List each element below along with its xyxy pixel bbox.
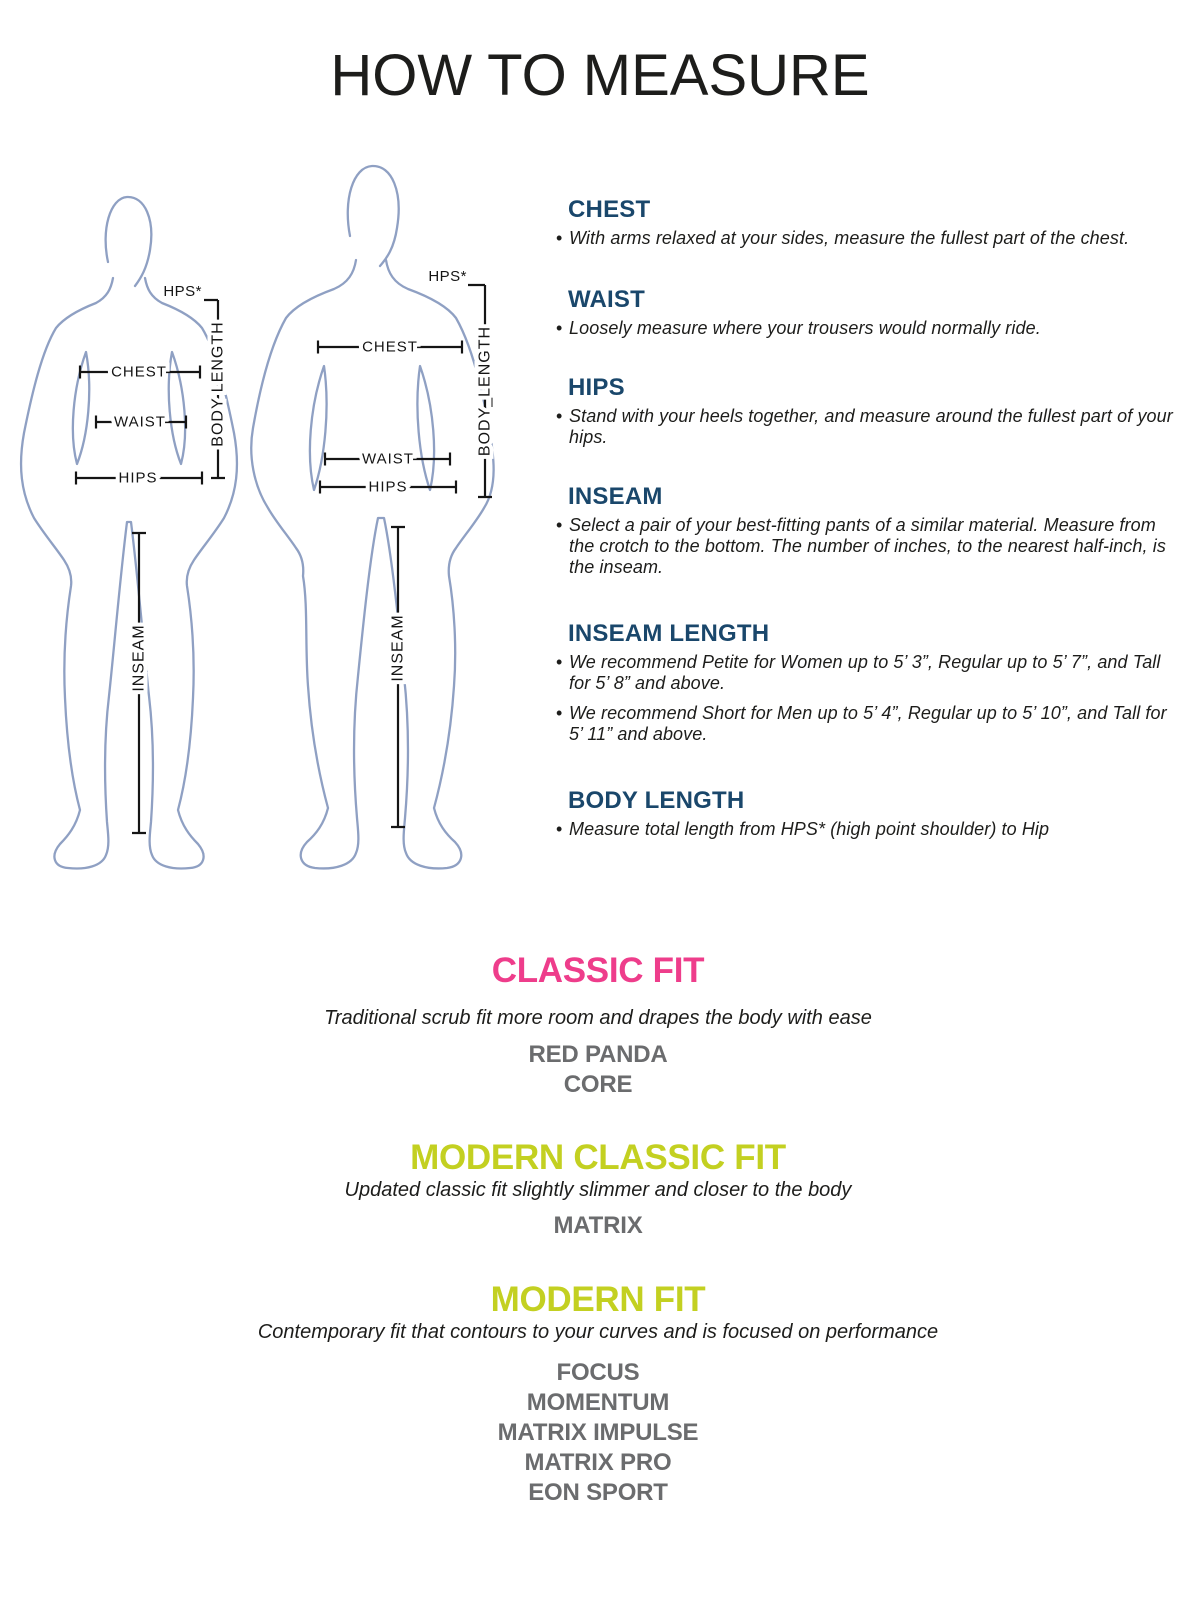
section-body-length-heading: BODY LENGTH	[568, 787, 745, 814]
female-hips-label: HIPS	[118, 469, 158, 487]
section-inseam-length	[556, 620, 1178, 745]
classic-fit-description: Traditional scrub fit more room and drapes the body with ease	[324, 1007, 872, 1029]
modern-fit-products	[0, 1358, 1196, 1508]
classic-fit-title: CLASSIC FIT	[491, 951, 705, 990]
section-hips-bullet	[556, 406, 1178, 448]
male-body-length-label: BODY_LENGTH	[476, 325, 494, 457]
female-chest-label: CHEST	[111, 363, 167, 381]
product-line: MATRIX IMPULSE	[497, 1419, 699, 1446]
female-head-outline	[106, 197, 152, 286]
bullet-icon: •	[556, 228, 563, 248]
section-body-length	[556, 787, 1178, 840]
female-waist-label: WAIST	[114, 413, 166, 431]
section-inseam-bullet-text: Select a pair of your best-fitting pants of a similar material. Measure from the crotch to the bottom. The number of inches, to the nearest half-inch, is the inseam.	[569, 515, 1166, 577]
modern-classic-fit-products	[0, 1211, 1196, 1241]
section-chest	[556, 196, 1178, 249]
section-inseam-length-bullet-women-text: We recommend Petite for Women up to 5’ 3”, Regular up to 5’ 7”, and Tall for 5’ 8” and above.	[569, 652, 1161, 693]
modern-fit-description: Contemporary fit that contours to your curves and is focused on performance	[257, 1321, 939, 1343]
male-right-arm-gap	[417, 366, 434, 490]
bullet-icon: •	[556, 652, 563, 672]
product-line: MOMENTUM	[526, 1389, 670, 1416]
section-hips	[556, 374, 1178, 448]
product-line: EON SPORT	[528, 1479, 668, 1506]
male-waist-label: WAIST	[362, 450, 414, 468]
bullet-icon: •	[556, 406, 563, 426]
section-waist-bullet-text: Loosely measure where your trousers would normally ride.	[569, 318, 1041, 338]
modern-classic-fit-description: Updated classic fit slightly slimmer and closer to the body	[344, 1179, 852, 1201]
section-inseam-length-bullet-men	[556, 703, 1178, 745]
section-hips-bullet-text: Stand with your heels together, and measure around the fullest part of your hips.	[569, 406, 1173, 447]
section-inseam-length-bullet-men-text: We recommend Short for Men up to 5’ 4”, Regular up to 5’ 10”, and Tall for 5’ 11” and above.	[569, 703, 1167, 744]
section-inseam-heading: INSEAM	[568, 483, 663, 510]
section-hips-heading: HIPS	[568, 374, 625, 401]
section-inseam-length-bullet-women	[556, 652, 1178, 694]
male-left-arm-gap	[310, 366, 327, 490]
section-chest-heading: CHEST	[568, 196, 651, 223]
product-line: FOCUS	[556, 1359, 640, 1386]
modern-fit-title: MODERN FIT	[490, 1280, 706, 1319]
bullet-icon: •	[556, 318, 563, 338]
section-waist-heading: WAIST	[568, 286, 645, 313]
female-right-arm-gap	[169, 352, 185, 464]
female-hps-label: HPS*	[163, 283, 202, 300]
male-chest-label: CHEST	[362, 338, 418, 356]
bullet-icon: •	[556, 515, 563, 535]
section-waist	[556, 286, 1178, 339]
product-line: CORE	[563, 1071, 633, 1098]
product-line: MATRIX PRO	[524, 1449, 672, 1476]
modern-classic-fit-title: MODERN CLASSIC FIT	[410, 1138, 786, 1177]
male-figure	[240, 156, 530, 896]
section-inseam	[556, 483, 1178, 578]
male-hips-label: HIPS	[368, 478, 408, 496]
section-body-length-bullet-text: Measure total length from HPS* (high point shoulder) to Hip	[569, 819, 1050, 839]
female-body-length-label: BODY LENGTH	[209, 321, 227, 447]
section-chest-bullet	[556, 228, 1178, 249]
section-body-length-bullet	[556, 819, 1178, 840]
product-line: RED PANDA	[528, 1041, 668, 1068]
male-head-outline	[348, 166, 399, 266]
section-chest-bullet-text: With arms relaxed at your sides, measure the fullest part of the chest.	[569, 228, 1130, 248]
female-inseam-label: INSEAM	[130, 624, 148, 692]
classic-fit-products	[0, 1040, 1196, 1100]
bullet-icon: •	[556, 819, 563, 839]
male-hps-label: HPS*	[428, 268, 467, 285]
product-line: MATRIX	[553, 1212, 643, 1239]
page-title: HOW TO MEASURE	[330, 43, 870, 108]
male-inseam-label: INSEAM	[389, 614, 407, 682]
section-inseam-length-heading: INSEAM LENGTH	[568, 620, 770, 647]
bullet-icon: •	[556, 703, 563, 723]
section-waist-bullet	[556, 318, 1178, 339]
section-inseam-bullet	[556, 515, 1178, 578]
female-figure	[8, 188, 248, 888]
